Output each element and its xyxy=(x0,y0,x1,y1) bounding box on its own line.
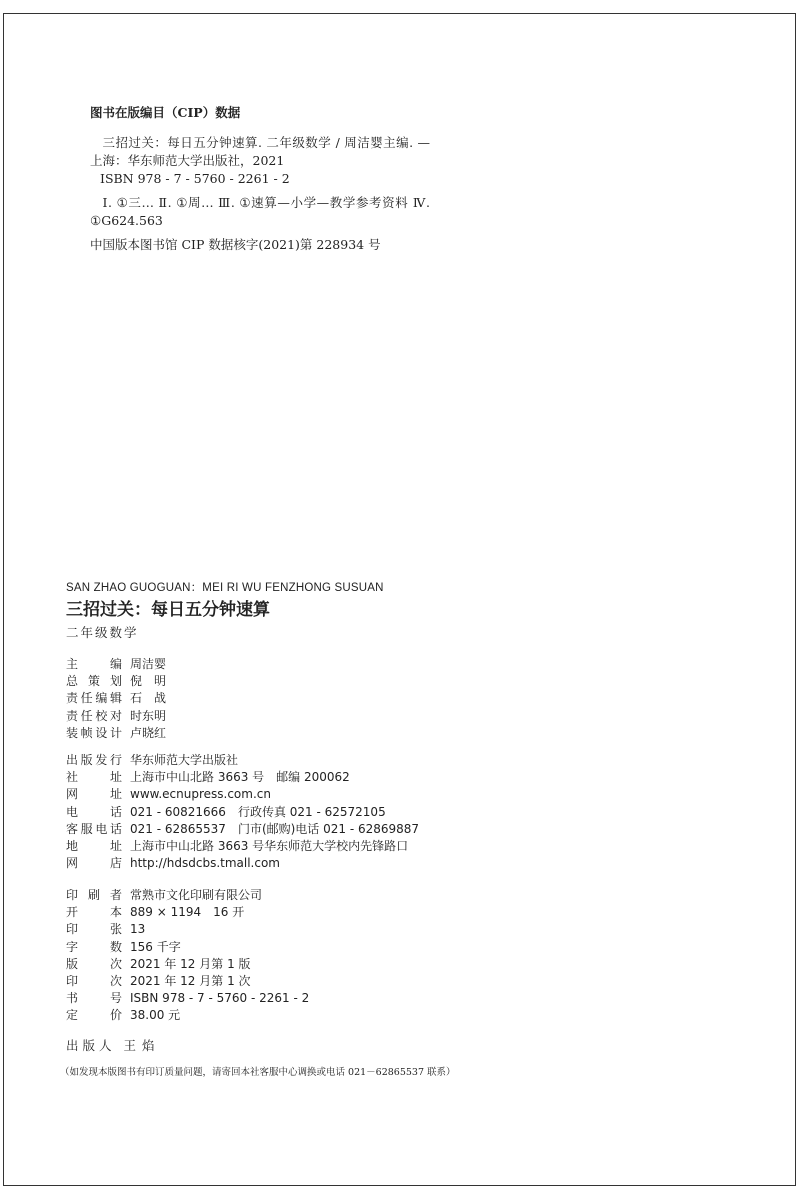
printing-row xyxy=(66,956,546,973)
publisher-label: 客服电话 xyxy=(66,821,122,836)
printing-row xyxy=(66,990,546,1007)
publisher-value: 上海市中山北路 3663 号华东师范大学校内先锋路口 xyxy=(130,839,409,854)
printing-label: 开 本 xyxy=(66,905,122,920)
publisher-row xyxy=(66,855,546,872)
publisher-value: 021 - 62865537 门市(邮购)电话 021 - 62869887 xyxy=(130,821,420,836)
credit-value: 时东明 xyxy=(130,708,167,723)
quality-notice: （如发现本版图书有印订质量问题，请寄回本社客服中心调换或电话 021－62865537 联系） xyxy=(60,1067,456,1078)
publisher-website: www.ecnupress.com.cn xyxy=(130,787,271,802)
book-header xyxy=(66,580,526,642)
credit-row xyxy=(66,708,546,725)
book-title: 三招过关：每日五分钟速算 xyxy=(66,600,270,620)
cip-title: 图书在版编目（CIP）数据 xyxy=(90,105,241,120)
publisher-label: 地 址 xyxy=(66,839,122,854)
cip-isbn: ISBN 978 - 7 - 5760 - 2261 - 2 xyxy=(100,171,290,186)
printing-value: 2021 年 12 月第 1 版 xyxy=(130,956,251,971)
cip-main-entry: 三招过关：每日五分钟速算. 二年级数学 / 周洁婴主编. —上海：华东师范大学出版社，2021 xyxy=(90,135,430,168)
publisher-person xyxy=(66,1037,161,1055)
printing-label: 版 次 xyxy=(66,956,122,971)
printing-value: ISBN 978 - 7 - 5760 - 2261 - 2 xyxy=(130,991,310,1006)
printing-info xyxy=(66,887,546,1025)
publisher-row xyxy=(66,786,546,803)
publisher-person-name: 王焰 xyxy=(123,1038,161,1053)
credit-label: 主 编 xyxy=(66,657,122,671)
printing-value: 889 × 1194 16 开 xyxy=(130,905,245,920)
credit-value: 卢晓红 xyxy=(130,725,167,740)
printing-value: 156 千字 xyxy=(130,939,181,954)
printing-row xyxy=(66,939,546,956)
publisher-label: 出版发行 xyxy=(66,753,122,767)
publisher-row xyxy=(66,769,546,786)
printing-label: 印 次 xyxy=(66,974,122,989)
publisher-value: 上海市中山北路 3663 号 邮编 200062 xyxy=(130,770,350,785)
printing-value: 38.00 元 xyxy=(130,1008,181,1023)
publisher-person-label: 出版人 xyxy=(66,1038,116,1053)
publisher-online-store: http://hdsdcbs.tmall.com xyxy=(130,856,280,871)
credit-label: 责任编辑 xyxy=(66,691,122,706)
credit-label: 责任校对 xyxy=(66,708,122,723)
publisher-label: 社 址 xyxy=(66,770,122,785)
printing-value: 2021 年 12 月第 1 次 xyxy=(130,974,251,989)
publisher-label: 电 话 xyxy=(66,804,122,819)
publisher-label: 网 址 xyxy=(66,787,122,802)
printing-row xyxy=(66,887,546,904)
staff-credits xyxy=(66,656,546,742)
publisher-row xyxy=(66,752,546,769)
publisher-info xyxy=(66,752,546,872)
printing-label: 字 数 xyxy=(66,939,122,954)
publisher-row xyxy=(66,838,546,855)
cip-subjects: Ⅰ. ①三… Ⅱ. ①周… Ⅲ. ①速算—小学—教学参考资料 Ⅳ. ①G624.563 xyxy=(90,195,430,228)
cip-block xyxy=(90,104,430,260)
printing-value: 13 xyxy=(130,922,146,937)
printing-label: 书 号 xyxy=(66,991,122,1006)
credit-label: 总策划 xyxy=(66,674,122,689)
credit-row xyxy=(66,725,546,742)
printing-label: 定 价 xyxy=(66,1008,122,1023)
printing-label: 印 张 xyxy=(66,922,122,937)
credit-value: 石 战 xyxy=(130,691,167,706)
book-title-pinyin: SAN ZHAO GUOGUAN：MEI RI WU FENZHONG SUSUAN xyxy=(66,582,384,594)
credit-row xyxy=(66,656,546,673)
printing-label: 印刷者 xyxy=(66,888,122,902)
credit-value: 周洁婴 xyxy=(130,657,167,671)
publisher-row xyxy=(66,821,546,838)
publisher-value: 华东师范大学出版社 xyxy=(130,753,239,767)
printing-row xyxy=(66,921,546,938)
printing-row xyxy=(66,904,546,921)
printing-row xyxy=(66,1007,546,1024)
credit-value: 倪 明 xyxy=(130,674,167,689)
publisher-row xyxy=(66,804,546,821)
credit-label: 装帧设计 xyxy=(66,725,122,740)
printing-row xyxy=(66,973,546,990)
book-subtitle: 二年级数学 xyxy=(66,625,139,640)
cip-cn-record: 中国版本图书馆 CIP 数据核字(2021)第 228934 号 xyxy=(90,237,381,252)
publisher-value: 021 - 60821666 行政传真 021 - 62572105 xyxy=(130,804,386,819)
printing-value: 常熟市文化印刷有限公司 xyxy=(130,888,263,902)
publisher-label: 网 店 xyxy=(66,856,122,871)
credit-row xyxy=(66,673,546,690)
credit-row xyxy=(66,690,546,707)
